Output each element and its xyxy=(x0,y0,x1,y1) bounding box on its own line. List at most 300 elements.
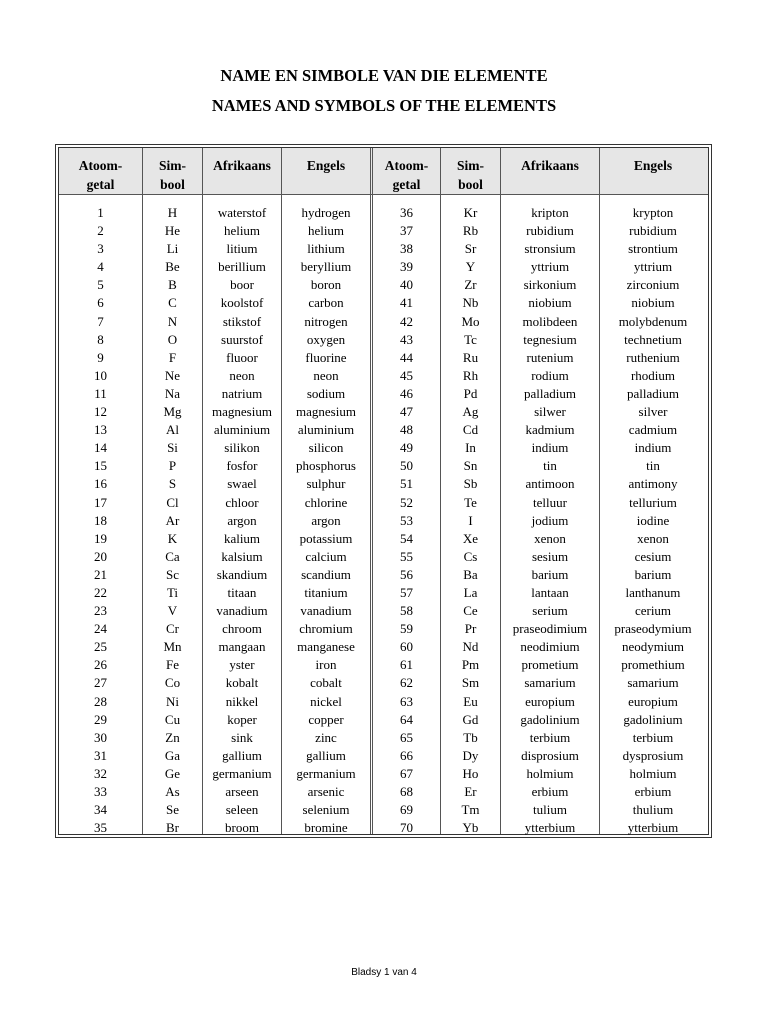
table-cell: 53 xyxy=(400,512,413,528)
table-cell: 45 xyxy=(400,367,413,383)
table-cell: kobalt xyxy=(225,675,259,691)
table-cell: beryllium xyxy=(300,259,352,275)
table-cell: rhodium xyxy=(630,367,676,383)
table-cell: europium xyxy=(628,693,678,709)
table-cell: gadolinium xyxy=(623,711,683,727)
table-cell: neon xyxy=(229,367,255,383)
table-cell: indium xyxy=(634,440,672,456)
table-cell: waterstof xyxy=(217,205,267,220)
table-cell: xenon xyxy=(534,530,566,546)
table-cell: rubidium xyxy=(526,223,574,239)
table-cell: 63 xyxy=(400,693,413,709)
table-cell: Ca xyxy=(165,548,180,564)
table-cell: 28 xyxy=(94,693,107,709)
table-cell: magnesium xyxy=(212,404,272,420)
table-cell: sulphur xyxy=(306,476,346,492)
table-cell: 43 xyxy=(400,331,413,347)
table-cell: silicon xyxy=(308,440,344,456)
table-cell: 11 xyxy=(94,385,107,401)
table-cell: silver xyxy=(638,404,668,420)
table-cell: titanium xyxy=(304,584,348,600)
table-cell: seleen xyxy=(225,802,259,818)
table-cell: hydrogen xyxy=(301,205,351,220)
table-cell: 26 xyxy=(94,657,107,673)
table-cell: Eu xyxy=(463,693,478,709)
table-body xyxy=(59,194,708,834)
table-cell: Li xyxy=(166,241,179,257)
table-cell: stronsium xyxy=(524,241,576,257)
table-cell: Cd xyxy=(462,422,479,438)
table-cell: ruthenium xyxy=(626,349,680,365)
table-cell: 2 xyxy=(97,223,104,239)
table-cell: argon xyxy=(227,512,257,528)
table-cell: manganese xyxy=(297,639,355,655)
table-cell: aluminium xyxy=(297,422,355,438)
table-cell: holmium xyxy=(526,765,574,781)
table-cell: 52 xyxy=(400,494,413,510)
table-cell: tin xyxy=(543,458,557,474)
table-cell: chroom xyxy=(222,621,262,637)
table-cell: 16 xyxy=(94,476,107,492)
table-cell: Te xyxy=(464,494,477,510)
table-cell: Si xyxy=(167,440,178,456)
table-cell: Sb xyxy=(463,476,478,492)
table-cell: Tc xyxy=(464,331,477,347)
table-cell: 4 xyxy=(97,259,104,275)
table-cell: 60 xyxy=(400,639,413,655)
table-cell: Ne xyxy=(164,367,181,383)
table-cell: argon xyxy=(311,512,341,528)
table-cell: 69 xyxy=(400,802,413,818)
table-cell: skandium xyxy=(216,566,268,582)
table-cell: mangaan xyxy=(218,639,266,655)
column-english-left xyxy=(282,194,373,834)
page-footer: Bladsy 1 van 4 xyxy=(351,967,417,978)
table-cell: samarium xyxy=(627,675,679,691)
table-cell: Xe xyxy=(462,530,479,546)
table-cell: Br xyxy=(166,820,179,836)
table-cell: 24 xyxy=(94,621,107,637)
table-cell: dysprosium xyxy=(622,747,684,763)
table-cell: 15 xyxy=(94,458,107,474)
table-cell: terbium xyxy=(529,729,571,745)
table-cell: Er xyxy=(464,784,477,799)
table-cell: 61 xyxy=(400,657,413,673)
table-cell: litium xyxy=(226,241,258,257)
table-cell: 17 xyxy=(94,494,107,510)
table-cell: 18 xyxy=(94,512,107,528)
table-cell: Gd xyxy=(462,711,479,727)
table-cell: phosphorus xyxy=(296,458,356,474)
table-cell: koper xyxy=(227,711,257,727)
header-english-left: Engels xyxy=(282,148,373,194)
table-cell: vanadium xyxy=(216,603,268,619)
table-cell: Se xyxy=(166,802,179,818)
table-cell: 12 xyxy=(94,404,107,420)
table-cell: suurstof xyxy=(221,331,263,347)
table-cell: scandium xyxy=(301,566,351,582)
table-cell: 32 xyxy=(94,765,107,781)
table-cell: Cr xyxy=(166,621,179,637)
table-cell: 19 xyxy=(94,530,107,546)
table-cell: palladium xyxy=(524,385,576,401)
header-afrikaans-right: Afrikaans xyxy=(501,148,600,194)
table-cell: Ag xyxy=(462,404,479,420)
table-cell: Sm xyxy=(461,675,480,691)
table-cell: yttrium xyxy=(633,259,673,275)
table-cell: oxygen xyxy=(306,331,346,347)
table-cell: 66 xyxy=(400,747,413,763)
table-cell: 27 xyxy=(94,675,107,691)
table-cell: chlorine xyxy=(304,494,348,510)
table-cell: erbium xyxy=(634,784,672,799)
table-cell: lanthanum xyxy=(625,584,681,600)
table-cell: Ti xyxy=(166,584,179,600)
table-cell: 58 xyxy=(400,603,413,619)
table-cell: 54 xyxy=(400,530,413,546)
table-cell: 34 xyxy=(94,802,107,818)
table-cell: 57 xyxy=(400,584,413,600)
table-cell: rubidium xyxy=(629,223,677,239)
table-cell: kalsium xyxy=(221,548,263,564)
table-cell: praseodimium xyxy=(512,621,588,637)
table-cell: titaan xyxy=(227,584,257,600)
table-cell: Dy xyxy=(462,747,479,763)
table-cell: Tb xyxy=(463,729,478,745)
table-cell: koolstof xyxy=(220,295,264,311)
table-cell: 55 xyxy=(400,548,413,564)
table-cell: Rb xyxy=(462,223,479,239)
table-cell: Nb xyxy=(462,295,479,311)
table-cell: 70 xyxy=(400,820,413,836)
table-cell: zinc xyxy=(315,729,337,745)
table-cell: 33 xyxy=(94,784,107,799)
table-cell: yttrium xyxy=(530,259,570,275)
table-cell: 64 xyxy=(400,711,413,727)
elements-table-inner xyxy=(58,147,709,835)
table-cell: sodium xyxy=(306,385,346,401)
column-atomic-number-left xyxy=(59,194,143,834)
table-cell: terbium xyxy=(632,729,674,745)
table-cell: zirconium xyxy=(626,277,680,293)
table-cell: Cl xyxy=(166,494,179,510)
table-cell: V xyxy=(167,603,178,619)
table-cell: 39 xyxy=(400,259,413,275)
table-cell: Nd xyxy=(462,639,479,655)
table-cell: 44 xyxy=(400,349,413,365)
table-cell: Sr xyxy=(464,241,477,257)
table-cell: strontium xyxy=(628,241,678,257)
table-cell: K xyxy=(167,530,178,546)
table-cell: europium xyxy=(525,693,575,709)
table-cell: 67 xyxy=(400,765,413,781)
table-cell: yster xyxy=(229,657,255,673)
table-cell: broom xyxy=(225,820,259,836)
table-cell: Ga xyxy=(164,747,181,763)
table-cell: krypton xyxy=(632,205,674,220)
table-cell: kalium xyxy=(223,530,261,546)
table-cell: 40 xyxy=(400,277,413,293)
table-cell: Ni xyxy=(166,693,179,709)
table-cell: 59 xyxy=(400,621,413,637)
table-cell: Y xyxy=(465,259,476,275)
column-atomic-number-right xyxy=(373,194,441,834)
table-cell: kadmium xyxy=(525,422,575,438)
table-cell: aluminium xyxy=(213,422,271,438)
table-cell: stikstof xyxy=(222,313,262,329)
table-cell: barium xyxy=(634,566,672,582)
table-cell: Ru xyxy=(462,349,479,365)
table-cell: silikon xyxy=(224,440,260,456)
table-cell: boron xyxy=(310,277,342,293)
table-cell: Ar xyxy=(165,512,180,528)
table-cell: La xyxy=(463,584,478,600)
table-cell: N xyxy=(167,313,178,329)
table-cell: antimony xyxy=(628,476,678,492)
table-cell: 3 xyxy=(97,241,104,257)
table-cell: 46 xyxy=(400,385,413,401)
table-cell: cerium xyxy=(634,603,672,619)
header-symbol-left: Sim- bool xyxy=(143,148,203,194)
table-header xyxy=(59,148,708,195)
table-cell: disprosium xyxy=(521,747,579,763)
table-cell: Pd xyxy=(463,385,478,401)
table-cell: vanadium xyxy=(300,603,352,619)
table-cell: 51 xyxy=(400,476,413,492)
table-cell: fluoor xyxy=(226,349,258,365)
table-cell: cadmium xyxy=(628,422,678,438)
table-cell: molibdeen xyxy=(522,313,578,329)
table-cell: swael xyxy=(227,476,257,492)
table-cell: Sc xyxy=(166,566,179,582)
table-cell: serium xyxy=(532,603,568,619)
table-cell: Mo xyxy=(461,313,480,329)
table-cell: helium xyxy=(307,223,345,239)
table-cell: Mn xyxy=(163,639,182,655)
table-cell: 42 xyxy=(400,313,413,329)
table-cell: cobalt xyxy=(310,675,342,691)
table-cell: lantaan xyxy=(531,584,569,600)
table-cell: Pr xyxy=(464,621,477,637)
header-symbol-right: Sim- bool xyxy=(441,148,501,194)
table-cell: iodine xyxy=(636,512,670,528)
table-cell: germanium xyxy=(296,765,356,781)
table-cell: neon xyxy=(313,367,339,383)
table-cell: fluorine xyxy=(305,349,347,365)
header-atomic-number-left: Atoom- getal xyxy=(59,148,143,194)
table-cell: tulium xyxy=(533,802,567,818)
table-cell: bromine xyxy=(304,820,348,836)
table-cell: niobium xyxy=(631,295,675,311)
table-cell: 5 xyxy=(97,277,104,293)
table-cell: 47 xyxy=(400,404,413,420)
table-cell: potassium xyxy=(299,530,353,546)
table-cell: germanium xyxy=(212,765,272,781)
table-cell: 7 xyxy=(97,313,104,329)
table-cell: neodymium xyxy=(621,639,685,655)
table-cell: 13 xyxy=(94,422,107,438)
table-cell: praseodymium xyxy=(614,621,692,637)
table-cell: Ce xyxy=(463,603,478,619)
table-cell: thulium xyxy=(632,802,674,818)
table-cell: samarium xyxy=(524,675,576,691)
table-cell: 49 xyxy=(400,440,413,456)
column-afrikaans-right xyxy=(501,194,600,834)
table-cell: nitrogen xyxy=(304,313,348,329)
table-cell: neodimium xyxy=(520,639,580,655)
table-cell: molybdenum xyxy=(618,313,688,329)
table-cell: sink xyxy=(231,729,253,745)
table-cell: palladium xyxy=(627,385,679,401)
table-cell: iron xyxy=(315,657,337,673)
table-cell: calcium xyxy=(305,548,347,564)
table-cell: Yb xyxy=(462,820,479,836)
column-symbol-right xyxy=(441,194,501,834)
table-cell: Mg xyxy=(163,404,182,420)
table-cell: 30 xyxy=(94,729,107,745)
table-cell: Na xyxy=(164,385,181,401)
column-afrikaans-left xyxy=(203,194,282,834)
table-cell: S xyxy=(168,476,177,492)
table-cell: magnesium xyxy=(296,404,356,420)
table-cell: C xyxy=(168,295,177,311)
table-cell: P xyxy=(168,458,177,474)
table-cell: boor xyxy=(230,277,254,293)
header-afrikaans-left: Afrikaans xyxy=(203,148,282,194)
table-cell: ytterbium xyxy=(627,820,679,836)
table-cell: ytterbium xyxy=(524,820,576,836)
table-cell: 25 xyxy=(94,639,107,655)
table-cell: Kr xyxy=(463,205,478,220)
column-symbol-left xyxy=(143,194,203,834)
table-cell: indium xyxy=(531,440,569,456)
table-cell: chromium xyxy=(299,621,353,637)
table-cell: nikkel xyxy=(225,693,259,709)
table-cell: natrium xyxy=(221,385,263,401)
table-cell: H xyxy=(167,205,178,220)
table-cell: Sn xyxy=(463,458,478,474)
table-cell: telluur xyxy=(533,494,567,510)
table-cell: 22 xyxy=(94,584,107,600)
table-cell: In xyxy=(465,440,476,456)
table-cell: Al xyxy=(166,422,179,438)
table-cell: sesium xyxy=(531,548,569,564)
table-cell: technetium xyxy=(624,331,682,347)
table-cell: xenon xyxy=(637,530,669,546)
table-cell: tin xyxy=(646,458,660,474)
table-cell: rodium xyxy=(531,367,569,383)
page-title-afrikaans: NAME EN SIMBOLE VAN DIE ELEMENTE xyxy=(220,66,548,85)
table-cell: gallium xyxy=(306,747,346,763)
table-cell: Ho xyxy=(462,765,479,781)
table-cell: lithium xyxy=(307,241,345,257)
table-cell: prometium xyxy=(521,657,579,673)
table-cell: 21 xyxy=(94,566,107,582)
table-cell: Fe xyxy=(166,657,179,673)
table-cell: carbon xyxy=(308,295,344,311)
table-cell: 14 xyxy=(94,440,107,456)
page-title-english: NAMES AND SYMBOLS OF THE ELEMENTS xyxy=(211,96,557,115)
table-cell: Ba xyxy=(463,566,478,582)
table-cell: Cu xyxy=(164,711,181,727)
table-cell: 62 xyxy=(400,675,413,691)
table-cell: 10 xyxy=(94,367,107,383)
table-cell: 1 xyxy=(97,205,104,220)
table-cell: gadolinium xyxy=(520,711,580,727)
table-cell: silwer xyxy=(534,404,566,420)
table-cell: promethium xyxy=(621,657,685,673)
table-cell: 8 xyxy=(97,331,104,347)
table-cell: arsenic xyxy=(307,784,345,799)
header-atomic-number-right: Atoom- getal xyxy=(373,148,441,194)
table-cell: 35 xyxy=(94,820,107,836)
table-cell: tellurium xyxy=(629,494,677,510)
table-cell: Tm xyxy=(461,802,480,818)
table-cell: He xyxy=(164,223,181,239)
table-cell: 41 xyxy=(400,295,413,311)
table-cell: As xyxy=(165,784,180,799)
table-cell: kripton xyxy=(531,205,569,220)
table-cell: arseen xyxy=(225,784,259,799)
table-cell: helium xyxy=(223,223,261,239)
table-cell: B xyxy=(168,277,177,293)
table-cell: 20 xyxy=(94,548,107,564)
table-cell: 65 xyxy=(400,729,413,745)
table-cell: erbium xyxy=(531,784,569,799)
table-cell: tegnesium xyxy=(523,331,577,347)
table-cell: O xyxy=(167,331,178,347)
table-cell: sirkonium xyxy=(523,277,577,293)
table-cell: chloor xyxy=(225,494,259,510)
table-cell: barium xyxy=(531,566,569,582)
table-cell: fosfor xyxy=(226,458,258,474)
table-cell: 37 xyxy=(400,223,413,239)
elements-table xyxy=(55,144,712,838)
table-cell: 31 xyxy=(94,747,107,763)
table-cell: cesium xyxy=(634,548,672,564)
table-cell: niobium xyxy=(528,295,572,311)
header-english-right: Engels xyxy=(633,158,673,173)
table-cell: 50 xyxy=(400,458,413,474)
table-cell: selenium xyxy=(302,802,350,818)
table-cell: Be xyxy=(165,259,180,275)
table-cell: F xyxy=(168,349,177,365)
table-cell: Zn xyxy=(165,729,180,745)
table-cell: Rh xyxy=(462,367,479,383)
table-cell: 38 xyxy=(400,241,413,257)
table-cell: 6 xyxy=(97,295,104,311)
table-cell: copper xyxy=(308,711,344,727)
table-cell: nickel xyxy=(310,693,342,709)
table-cell: I xyxy=(468,512,473,528)
table-cell: 29 xyxy=(94,711,107,727)
table-cell: rutenium xyxy=(526,349,574,365)
table-cell: Pm xyxy=(461,657,480,673)
table-cell: antimoon xyxy=(525,476,575,492)
table-cell: 23 xyxy=(94,603,107,619)
table-cell: Cs xyxy=(463,548,478,564)
table-cell: gallium xyxy=(222,747,262,763)
table-cell: 68 xyxy=(400,784,413,799)
table-cell: 9 xyxy=(97,349,104,365)
table-cell: 36 xyxy=(400,205,413,220)
table-cell: 48 xyxy=(400,422,413,438)
table-cell: berillium xyxy=(218,259,266,275)
table-cell: Co xyxy=(164,675,181,691)
table-cell: 56 xyxy=(400,566,413,582)
table-cell: jodium xyxy=(531,512,569,528)
table-cell: Zr xyxy=(464,277,477,293)
